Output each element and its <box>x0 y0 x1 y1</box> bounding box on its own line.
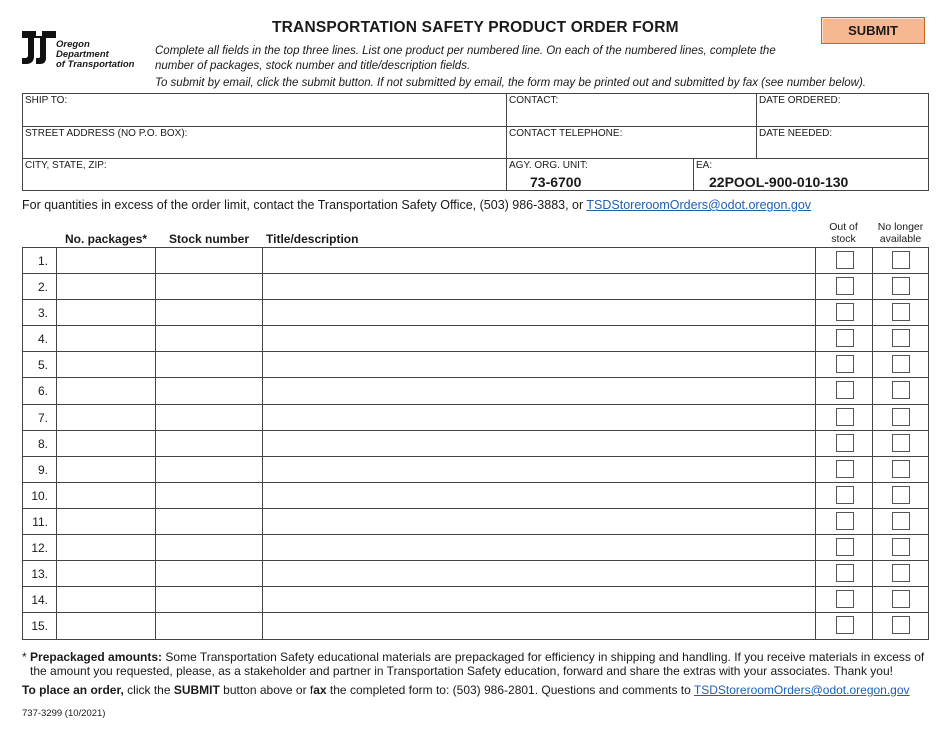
out-of-stock-cell <box>816 352 873 377</box>
questions-email-link[interactable]: TSDStoreroomOrders@odot.oregon.gov <box>693 683 910 697</box>
street-address-field[interactable]: STREET ADDRESS (NO P.O. BOX): <box>23 127 507 159</box>
out-of-stock-cell <box>816 561 873 586</box>
col-title-description: Title/description <box>266 232 359 246</box>
stock-number-input[interactable] <box>156 561 263 586</box>
out-of-stock-checkbox[interactable] <box>836 460 854 478</box>
table-row <box>23 483 928 509</box>
out-of-stock-cell <box>816 378 873 403</box>
stock-number-input[interactable] <box>156 587 263 612</box>
out-of-stock-checkbox[interactable] <box>836 303 854 321</box>
out-of-stock-cell <box>816 326 873 351</box>
out-of-stock-checkbox[interactable] <box>836 538 854 556</box>
packages-input[interactable] <box>57 326 156 351</box>
out-of-stock-cell <box>816 405 873 430</box>
no-longer-available-checkbox[interactable] <box>892 303 910 321</box>
no-longer-available-checkbox[interactable] <box>892 381 910 399</box>
date-ordered-field[interactable]: DATE ORDERED: <box>757 94 929 127</box>
packages-input[interactable] <box>57 248 156 273</box>
no-longer-available-cell <box>873 483 928 508</box>
out-of-stock-checkbox[interactable] <box>836 381 854 399</box>
packages-input[interactable] <box>57 509 156 534</box>
form-number: 737-3299 (10/2021) <box>22 708 106 719</box>
row-number: 11. <box>23 509 57 534</box>
table-row <box>23 248 928 274</box>
packages-input[interactable] <box>57 352 156 377</box>
packages-input[interactable] <box>57 431 156 456</box>
org-name: Oregon Department of Transportation <box>56 39 135 70</box>
table-row <box>23 274 928 300</box>
packages-input[interactable] <box>57 561 156 586</box>
stock-number-input[interactable] <box>156 326 263 351</box>
product-table <box>22 247 929 640</box>
table-row <box>23 535 928 561</box>
packages-input[interactable] <box>57 457 156 482</box>
col-out-of-stock: Out of stock <box>829 221 858 245</box>
ea-field[interactable]: EA: 22POOL-900-010-130 <box>696 160 849 190</box>
date-needed-field[interactable]: DATE NEEDED: <box>757 127 929 159</box>
row-number: 10. <box>23 483 57 508</box>
title-description-input[interactable] <box>263 535 816 560</box>
out-of-stock-cell <box>816 535 873 560</box>
out-of-stock-checkbox[interactable] <box>836 486 854 504</box>
no-longer-available-cell <box>873 561 928 586</box>
title-description-input[interactable] <box>263 509 816 534</box>
title-description-input[interactable] <box>263 483 816 508</box>
packages-input[interactable] <box>57 483 156 508</box>
out-of-stock-checkbox[interactable] <box>836 616 854 634</box>
no-longer-available-cell <box>873 405 928 430</box>
agy-org-unit-value: 73-6700 <box>530 174 582 190</box>
no-longer-available-cell <box>873 352 928 377</box>
row-number: 9. <box>23 457 57 482</box>
stock-number-input[interactable] <box>156 378 263 403</box>
no-longer-available-cell <box>873 509 928 534</box>
stock-number-input[interactable] <box>156 431 263 456</box>
instructions-line-2: number of packages, stock number and title/description fields. <box>155 60 471 72</box>
no-longer-available-cell <box>873 248 928 273</box>
title-description-input[interactable] <box>263 274 816 299</box>
out-of-stock-cell <box>816 457 873 482</box>
form-title: TRANSPORTATION SAFETY PRODUCT ORDER FORM <box>272 19 679 36</box>
col-no-longer-available: No longer available <box>877 221 924 245</box>
contact-note: For quantities in excess of the order limit, contact the Transportation Safety Office, (503) 986-3883, or TSDStoreroomOrders@odot.oregon.gov <box>22 198 812 212</box>
title-description-input[interactable] <box>263 300 816 325</box>
title-description-input[interactable] <box>263 352 816 377</box>
contact-field[interactable]: CONTACT: <box>507 94 757 127</box>
out-of-stock-cell <box>816 274 873 299</box>
out-of-stock-checkbox[interactable] <box>836 590 854 608</box>
no-longer-available-checkbox[interactable] <box>892 486 910 504</box>
table-row <box>23 561 928 587</box>
row-number: 12. <box>23 535 57 560</box>
stock-number-input[interactable] <box>156 509 263 534</box>
row-number: 6. <box>23 378 57 403</box>
row-number: 2. <box>23 274 57 299</box>
city-state-zip-field[interactable]: CITY, STATE, ZIP: <box>23 159 507 191</box>
no-longer-available-checkbox[interactable] <box>892 408 910 426</box>
no-longer-available-cell <box>873 587 928 612</box>
out-of-stock-checkbox[interactable] <box>836 512 854 530</box>
storeroom-email-link[interactable]: TSDStoreroomOrders@odot.oregon.gov <box>586 198 812 212</box>
col-stock-number: Stock number <box>169 232 250 246</box>
table-row <box>23 352 928 378</box>
row-number: 15. <box>23 613 57 639</box>
no-longer-available-checkbox[interactable] <box>892 355 910 373</box>
col-no-packages: No. packages* <box>65 232 148 246</box>
no-longer-available-cell <box>873 378 928 403</box>
table-row <box>23 431 928 457</box>
out-of-stock-cell <box>816 483 873 508</box>
no-longer-available-checkbox[interactable] <box>892 277 910 295</box>
no-longer-available-cell <box>873 326 928 351</box>
no-longer-available-checkbox[interactable] <box>892 512 910 530</box>
row-number: 1. <box>23 248 57 273</box>
title-description-input[interactable] <box>263 248 816 273</box>
table-row <box>23 457 928 483</box>
packages-input[interactable] <box>57 405 156 430</box>
no-longer-available-checkbox[interactable] <box>892 460 910 478</box>
stock-number-input[interactable] <box>156 457 263 482</box>
title-description-input[interactable] <box>263 378 816 403</box>
row-number: 13. <box>23 561 57 586</box>
contact-telephone-field[interactable]: CONTACT TELEPHONE: <box>507 127 757 159</box>
table-row <box>23 613 928 639</box>
stock-number-input[interactable] <box>156 483 263 508</box>
prepackaged-note: * Prepackaged amounts: Some Transportation Safety educational materials are prepackaged for efficiency in shipping and handling. If you receive materials in excess of the amount you requested, please, as a stakeholder and partner in Transportation Safety education, forward and share the extras with your associates. Thank you! <box>22 650 925 678</box>
out-of-stock-cell <box>816 509 873 534</box>
packages-input[interactable] <box>57 587 156 612</box>
no-longer-available-checkbox[interactable] <box>892 329 910 347</box>
table-row <box>23 378 928 404</box>
no-longer-available-cell <box>873 274 928 299</box>
packages-input[interactable] <box>57 300 156 325</box>
row-number: 14. <box>23 587 57 612</box>
table-row <box>23 587 928 613</box>
out-of-stock-checkbox[interactable] <box>836 329 854 347</box>
packages-input[interactable] <box>57 274 156 299</box>
order-info-block <box>22 93 929 191</box>
stock-number-input[interactable] <box>156 248 263 273</box>
no-longer-available-cell <box>873 613 928 639</box>
title-description-input[interactable] <box>263 431 816 456</box>
stock-number-input[interactable] <box>156 535 263 560</box>
order-instructions: To place an order, click the SUBMIT button above or fax the completed form to: (503) 986-2801. Questions and comments to TSDStoreroomOrders@odot.oregon.gov <box>22 683 910 697</box>
out-of-stock-cell <box>816 587 873 612</box>
out-of-stock-cell <box>816 248 873 273</box>
stock-number-input[interactable] <box>156 300 263 325</box>
packages-input[interactable] <box>57 535 156 560</box>
instructions-line-3: To submit by email, click the submit button. If not submitted by email, the form may be printed out and submitted by fax (see number below). <box>155 77 866 89</box>
instructions-line-1: Complete all fields in the top three lines. List one product per numbered line. On each of the numbered lines, complete the <box>155 45 776 57</box>
out-of-stock-checkbox[interactable] <box>836 251 854 269</box>
out-of-stock-cell <box>816 431 873 456</box>
out-of-stock-checkbox[interactable] <box>836 355 854 373</box>
title-description-input[interactable] <box>263 326 816 351</box>
ea-value: 22POOL-900-010-130 <box>709 174 849 190</box>
ship-to-field[interactable]: SHIP TO: <box>23 94 507 127</box>
no-longer-available-cell <box>873 431 928 456</box>
title-description-input[interactable] <box>263 405 816 430</box>
stock-number-input[interactable] <box>156 405 263 430</box>
submit-button[interactable]: SUBMIT <box>821 17 925 44</box>
no-longer-available-checkbox[interactable] <box>892 590 910 608</box>
no-longer-available-checkbox[interactable] <box>892 538 910 556</box>
table-row <box>23 300 928 326</box>
out-of-stock-checkbox[interactable] <box>836 277 854 295</box>
no-longer-available-cell <box>873 300 928 325</box>
out-of-stock-cell <box>816 613 873 639</box>
table-row <box>23 326 928 352</box>
out-of-stock-checkbox[interactable] <box>836 564 854 582</box>
packages-input[interactable] <box>57 378 156 403</box>
title-description-input[interactable] <box>263 561 816 586</box>
row-number: 7. <box>23 405 57 430</box>
no-longer-available-cell <box>873 457 928 482</box>
row-number: 3. <box>23 300 57 325</box>
no-longer-available-checkbox[interactable] <box>892 251 910 269</box>
out-of-stock-checkbox[interactable] <box>836 434 854 452</box>
out-of-stock-checkbox[interactable] <box>836 408 854 426</box>
title-description-input[interactable] <box>263 587 816 612</box>
stock-number-input[interactable] <box>156 274 263 299</box>
stock-number-input[interactable] <box>156 613 263 639</box>
row-number: 4. <box>23 326 57 351</box>
no-longer-available-cell <box>873 535 928 560</box>
row-number: 8. <box>23 431 57 456</box>
odot-logo-icon <box>20 28 58 66</box>
no-longer-available-checkbox[interactable] <box>892 564 910 582</box>
row-number: 5. <box>23 352 57 377</box>
out-of-stock-cell <box>816 300 873 325</box>
no-longer-available-checkbox[interactable] <box>892 434 910 452</box>
title-description-input[interactable] <box>263 613 816 639</box>
table-row <box>23 509 928 535</box>
title-description-input[interactable] <box>263 457 816 482</box>
agy-org-unit-field[interactable]: AGY. ORG. UNIT: 73-6700 <box>507 159 694 191</box>
packages-input[interactable] <box>57 613 156 639</box>
table-row <box>23 405 928 431</box>
no-longer-available-checkbox[interactable] <box>892 616 910 634</box>
stock-number-input[interactable] <box>156 352 263 377</box>
